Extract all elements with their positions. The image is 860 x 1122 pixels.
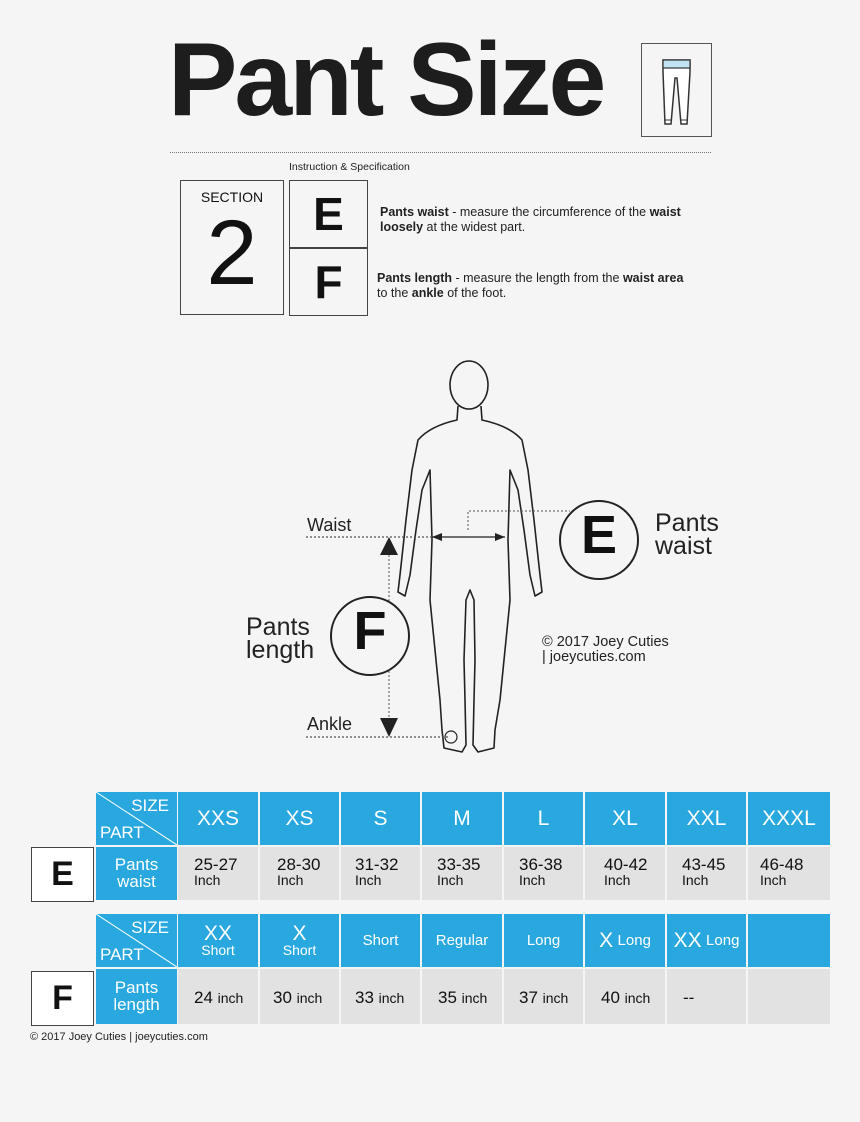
letter-box-e: E (289, 180, 368, 248)
desc-f-text-3: of the foot. (443, 286, 507, 300)
value-unit: inch (378, 990, 405, 1006)
value-unit: Inch (760, 872, 787, 889)
table-e-value-cell (504, 847, 583, 900)
table-f-row-letter: F (31, 971, 94, 1026)
waist-word: waist (655, 532, 712, 560)
pants-icon (641, 43, 712, 137)
table-f-size-header (667, 914, 746, 967)
figure-copyright-line1: © 2017 Joey Cuties (542, 634, 669, 650)
size-small: Short (362, 932, 399, 949)
desc-e-bold-1: Pants waist (380, 205, 449, 219)
circle-e-letter: E (580, 505, 618, 565)
table-f-value-cell (260, 969, 339, 1024)
table-f-part-line1: Pants (114, 978, 159, 998)
value-number: 40-42 (604, 855, 648, 874)
desc-f-bold-1: Pants length (377, 271, 453, 285)
table-e-part-cell (96, 847, 177, 900)
value-unit: Inch (682, 872, 709, 889)
figure-copyright (542, 635, 669, 665)
value-number: 33-35 (437, 855, 481, 874)
value-number: 28-30 (277, 855, 321, 874)
footer-copyright: © 2017 Joey Cuties | joeycuties.com (30, 1031, 208, 1043)
table-e-value-cell (748, 847, 830, 900)
value-unit: inch (542, 990, 569, 1006)
table-f-part-label: PART (100, 945, 144, 964)
table-f-header-row (96, 914, 830, 967)
value-number: 35 (438, 988, 457, 1007)
table-e-size-label: SIZE (131, 796, 169, 815)
size-big: XX (203, 921, 232, 945)
size-big: XX (673, 928, 702, 952)
table-e-size-header: XS (260, 792, 339, 845)
value-number: 24 (194, 988, 213, 1007)
table-f-size-header (504, 914, 583, 967)
desc-f-bold-3: ankle (411, 286, 444, 300)
value-unit: Inch (604, 872, 631, 889)
value-number: -- (683, 988, 695, 1007)
desc-e-bold-2: waist (649, 205, 681, 219)
value-number: 25-27 (194, 855, 238, 874)
ankle-label: Ankle (307, 714, 353, 734)
value-number: 40 (601, 988, 620, 1007)
table-f-value-cell (504, 969, 583, 1024)
section-box (180, 180, 284, 315)
value-number: 46-48 (760, 855, 804, 874)
table-e-value-cell (178, 847, 258, 900)
table-e-part-line1: Pants (114, 855, 159, 875)
desc-e-text-2: at the widest part. (423, 220, 526, 234)
table-e-part-line2: waist (117, 871, 156, 891)
value-unit: inch (217, 990, 244, 1006)
page-title: Pant Size (168, 22, 604, 138)
section-label: SECTION (200, 189, 264, 205)
table-f-value-cell (748, 969, 830, 1024)
table-f-value-cell (585, 969, 665, 1024)
table-f-value-cell (667, 969, 746, 1024)
table-e-value-cell (585, 847, 665, 900)
size-small: Long (706, 932, 740, 949)
desc-e-text-1: - measure the circumference of the (448, 205, 650, 219)
table-e-size-header: XXXL (748, 792, 830, 845)
pants-length-label (246, 613, 315, 664)
table-e-part-label: PART (100, 823, 144, 842)
table-e-row-letter: E (31, 847, 94, 902)
letter-box-f: F (289, 248, 368, 316)
desc-e-bold-3: loosely (380, 220, 424, 234)
figure-copyright-line2: | joeycuties.com (542, 649, 646, 666)
table-e-value-cell (667, 847, 746, 900)
table-e-header-row (96, 792, 830, 845)
value-number: 37 (519, 988, 538, 1007)
table-f-value-cell (178, 969, 258, 1024)
table-f-size-header (585, 914, 665, 967)
table-e-size-header: XXS (178, 792, 258, 845)
section-number: 2 (206, 202, 258, 304)
desc-f-bold-2: waist area (622, 271, 684, 285)
value-number: 33 (355, 988, 374, 1007)
table-f-size-label: SIZE (131, 918, 169, 937)
table-f-value-cell (422, 969, 502, 1024)
circle-f-letter: F (353, 601, 387, 661)
pants-word-e: Pants (655, 509, 719, 537)
size-small: Short (282, 941, 317, 958)
size-small: Long (526, 932, 561, 949)
table-e-size-header: L (504, 792, 583, 845)
pants-waist-label (655, 509, 719, 560)
value-unit: Inch (277, 872, 304, 889)
value-number: 31-32 (355, 855, 399, 874)
pants-word-f: Pants (246, 613, 310, 641)
value-unit: Inch (519, 872, 546, 889)
table-e-size-header: S (341, 792, 420, 845)
table-f-value-cell (341, 969, 420, 1024)
desc-pants-length (377, 271, 717, 301)
value-number: 43-45 (682, 855, 726, 874)
table-f-part-cell (96, 969, 177, 1024)
size-small: Short (201, 941, 235, 958)
value-unit: Inch (355, 872, 382, 889)
table-f-size-header (260, 914, 339, 967)
value-unit: inch (296, 990, 323, 1006)
table-e-value-cell (260, 847, 339, 900)
subtitle: Instruction & Specification (289, 161, 410, 173)
value-unit: inch (461, 990, 488, 1006)
length-word: length (246, 636, 315, 664)
size-big: X (599, 928, 614, 952)
value-unit: Inch (437, 872, 464, 889)
divider-line (170, 152, 711, 153)
value-number: 36-38 (519, 855, 563, 874)
table-f-value-row (96, 969, 830, 1024)
table-e-size-header: M (422, 792, 502, 845)
table-e-size-header: XXL (667, 792, 746, 845)
table-e-size-part-cell (96, 792, 177, 845)
value-unit: Inch (194, 872, 221, 889)
size-big: X (292, 921, 307, 945)
size-small: Long (617, 932, 651, 949)
table-f-size-header (748, 914, 830, 967)
table-e-value-cell (341, 847, 420, 900)
desc-f-text-2: to the (377, 286, 412, 300)
desc-pants-waist (380, 205, 710, 235)
desc-f-text-1: - measure the length from the (452, 271, 623, 285)
waist-label: Waist (307, 515, 352, 535)
table-e-value-row (96, 847, 830, 900)
table-f-size-header (422, 914, 502, 967)
table-e-value-cell (422, 847, 502, 900)
human-body-outline (0, 340, 860, 770)
table-f-size-header (341, 914, 420, 967)
table-f-size-part-cell (96, 914, 177, 967)
size-small: Regular (435, 932, 489, 949)
value-number: 30 (273, 988, 292, 1007)
table-f-part-line2: length (113, 994, 160, 1014)
table-f-size-header (178, 914, 258, 967)
table-e-size-header: XL (585, 792, 665, 845)
value-unit: inch (624, 990, 651, 1006)
